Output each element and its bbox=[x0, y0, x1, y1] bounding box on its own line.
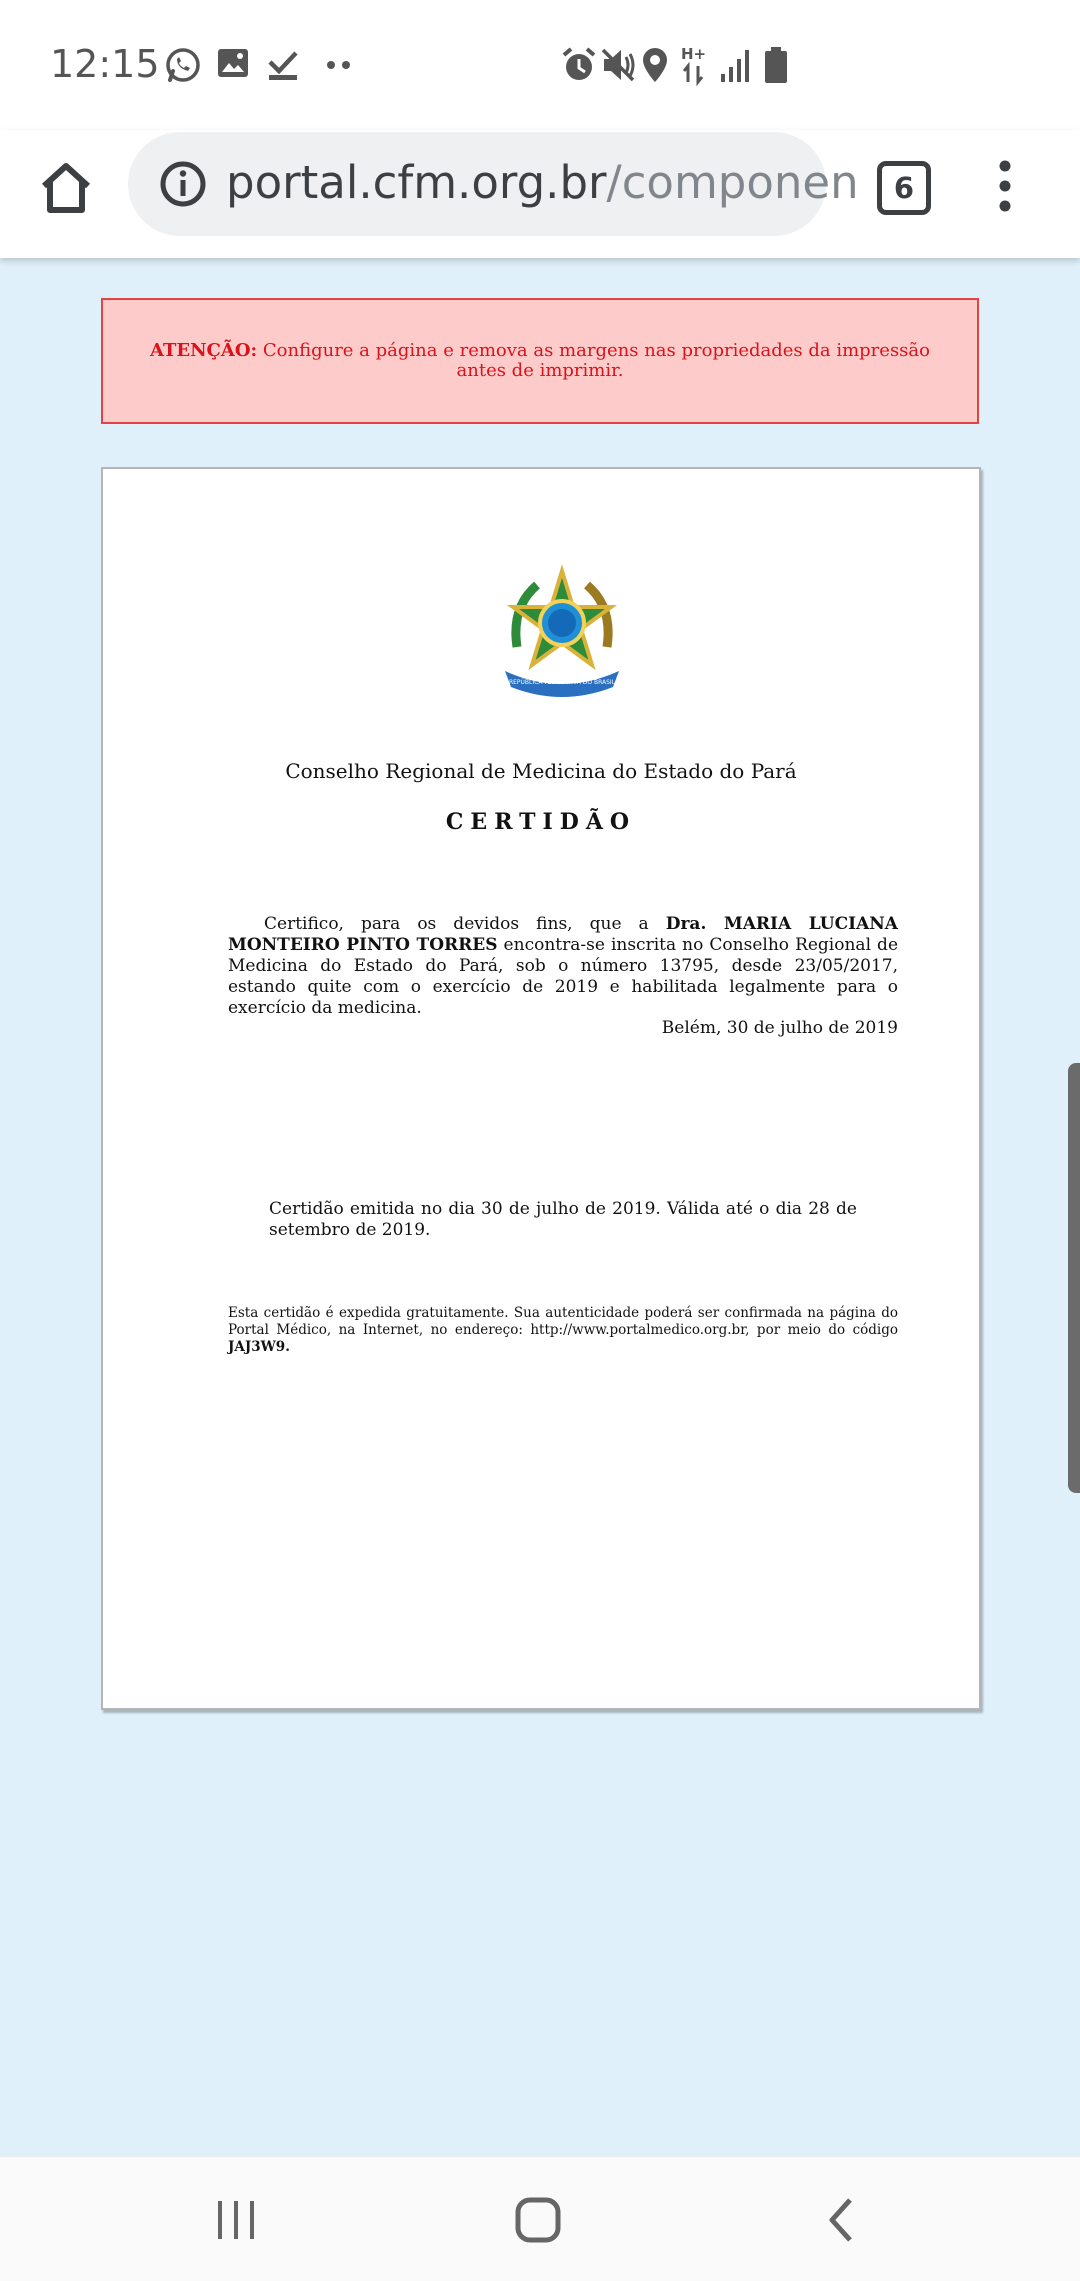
url-path: /componen bbox=[606, 156, 859, 209]
authenticity-note bbox=[228, 1305, 898, 1356]
body-intro: Certifico, para os devidos fins, que a bbox=[264, 914, 666, 934]
print-warning-banner bbox=[101, 298, 979, 424]
network-label: H+ bbox=[681, 45, 707, 63]
mute-icon bbox=[601, 46, 635, 86]
alarm-icon bbox=[561, 46, 597, 86]
authenticity-text: Esta certidão é expedida gratuitamente. Sua autenticidade poderá ser confirmada na página do Portal Médico, na Internet, no endereço: http://www.portalmedico.org.br, por meio do código bbox=[228, 1305, 898, 1338]
crest-text: REPÚBLICA FEDERATIVA DO BRASIL bbox=[508, 679, 616, 686]
home-icon bbox=[36, 158, 96, 218]
status-bar bbox=[0, 0, 1080, 130]
verification-code: JAJ3W9. bbox=[228, 1339, 290, 1355]
url-text[interactable] bbox=[226, 156, 859, 209]
location-icon bbox=[641, 46, 669, 86]
issue-validity: Certidão emitida no dia 30 de julho de 2019. Válida até o dia 28 de setembro de 2019. bbox=[269, 1199, 857, 1240]
brazil-coat-of-arms-icon bbox=[497, 567, 627, 703]
battery-icon bbox=[764, 46, 788, 86]
browser-home-button[interactable] bbox=[36, 158, 96, 218]
warning-label: ATENÇÃO: bbox=[149, 340, 258, 361]
more-vert-icon bbox=[990, 156, 1020, 226]
gallery-icon bbox=[216, 46, 250, 86]
recent-apps-button[interactable] bbox=[206, 2195, 266, 2245]
certificate-body bbox=[228, 914, 898, 1019]
tab-switcher-button[interactable]: 6 bbox=[877, 161, 931, 215]
place-date: Belém, 30 de julho de 2019 bbox=[661, 1018, 898, 1038]
certificate-title: CERTIDÃO bbox=[445, 809, 637, 835]
browser-toolbar bbox=[0, 130, 1080, 258]
scrollbar-thumb[interactable] bbox=[1068, 1063, 1080, 1493]
signal-icon bbox=[720, 46, 752, 86]
doctor-name: Dra. MARIA LUCIANA MONTEIRO PINTO TORRES bbox=[228, 914, 898, 955]
back-icon bbox=[812, 2195, 872, 2245]
home-nav-button[interactable] bbox=[508, 2195, 568, 2245]
address-bar[interactable] bbox=[128, 132, 859, 236]
certificate-document bbox=[101, 467, 981, 1710]
warning-message: Configure a página e remova as margens nas propriedades da impressão antes de imprimir. bbox=[257, 340, 930, 381]
status-time: 12:15 bbox=[50, 42, 160, 86]
home-nav-icon bbox=[508, 2195, 568, 2245]
back-button[interactable] bbox=[812, 2195, 872, 2245]
download-done-icon bbox=[266, 46, 300, 86]
browser-menu-button[interactable] bbox=[990, 156, 1020, 226]
site-info-icon[interactable] bbox=[158, 159, 208, 209]
body-rest: encontra-se inscrita no Conselho Regional de Medicina do Estado do Pará, sob o número 13795, desde 23/05/2017, estando quite com o exercício de 2019 e habilitada legalmente para o exercício da medicina. bbox=[228, 935, 899, 1018]
system-navigation-bar bbox=[0, 2156, 1080, 2281]
more-dots-icon bbox=[326, 60, 352, 100]
url-domain: portal.cfm.org.br bbox=[226, 156, 607, 209]
council-name: Conselho Regional de Medicina do Estado do Pará bbox=[285, 759, 797, 783]
network-hplus-icon bbox=[680, 44, 710, 84]
recent-apps-icon bbox=[206, 2195, 266, 2245]
whatsapp-icon bbox=[164, 46, 202, 86]
